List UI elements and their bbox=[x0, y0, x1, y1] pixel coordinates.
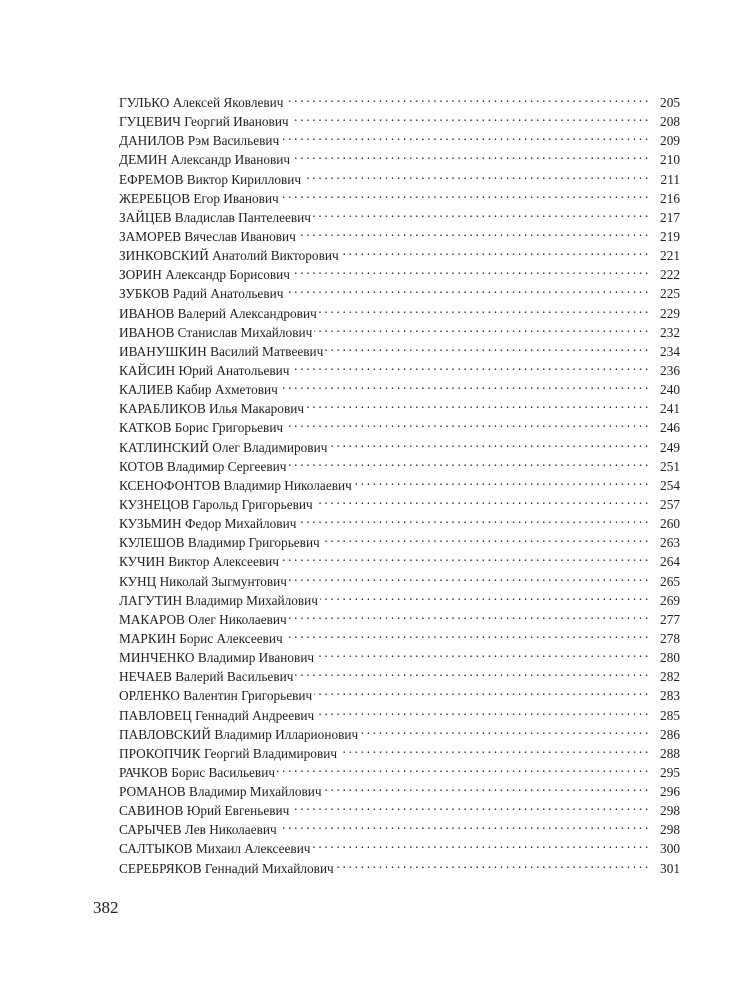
toc-entry-name bbox=[119, 150, 292, 169]
toc-entry-surname: КАТКОВ bbox=[119, 420, 172, 436]
toc-entry-page: 246 bbox=[660, 420, 680, 436]
toc-entry-surname: ЗУБКОВ bbox=[119, 286, 170, 302]
toc-entry-page: 286 bbox=[660, 726, 680, 742]
dot-leader bbox=[341, 241, 648, 260]
toc-entry[interactable] bbox=[119, 88, 680, 110]
toc-entry-page: 211 bbox=[660, 171, 680, 187]
toc-entry-name bbox=[119, 170, 303, 189]
toc-entry-surname: САРЫЧЕВ bbox=[119, 822, 182, 838]
toc-entry-page: 264 bbox=[660, 554, 680, 570]
dot-leader bbox=[279, 815, 648, 834]
toc-entry-page: 278 bbox=[660, 630, 680, 646]
toc-entry-surname: ЗАЙЦЕВ bbox=[119, 209, 172, 225]
toc-entry-surname: ИВАНОВ bbox=[119, 324, 175, 340]
toc-entry-name bbox=[119, 552, 281, 571]
toc-entry-surname: КУЧИН bbox=[119, 554, 165, 570]
toc-entry-given-names: Гарольд Григорьевич bbox=[192, 496, 313, 512]
toc-entry-page: 298 bbox=[660, 803, 680, 819]
dot-leader bbox=[314, 318, 648, 337]
toc-entry-surname: КУЛЕШОВ bbox=[119, 535, 185, 551]
toc-entry-given-names: Геннадий Андреевич bbox=[195, 707, 315, 723]
dot-leader bbox=[303, 165, 648, 184]
toc-entry-given-names: Вячеслав Иванович bbox=[184, 228, 296, 244]
toc-entry-name bbox=[119, 629, 285, 648]
toc-entry-page: 221 bbox=[660, 248, 680, 264]
toc-entry-surname: РОМАНОВ bbox=[119, 784, 186, 800]
dot-leader bbox=[289, 567, 648, 586]
toc-entry-name bbox=[119, 820, 279, 839]
toc-entry-name bbox=[119, 686, 314, 705]
toc-entry-name bbox=[119, 610, 289, 629]
toc-entry-given-names: Алексей Яковлевич bbox=[172, 95, 284, 110]
toc-entry-given-names: Александр Борисович bbox=[165, 267, 290, 283]
toc-entry-page: 296 bbox=[660, 784, 680, 800]
toc-entry-given-names: Валерий Васильевич bbox=[175, 669, 294, 685]
toc-entry-surname: МИНЧЕНКО bbox=[119, 650, 195, 666]
toc-entry-surname: КСЕНОФОНТОВ bbox=[119, 477, 221, 493]
toc-entry-given-names: Виктор Кириллович bbox=[186, 171, 302, 187]
toc-entry-name bbox=[119, 227, 298, 246]
toc-entry-given-names: Александр Иванович bbox=[170, 152, 291, 168]
toc-entry-surname: КУЗНЕЦОВ bbox=[119, 496, 190, 512]
toc-entry-surname: ОРЛЕНКО bbox=[119, 688, 180, 704]
toc-entry-surname: МАКАРОВ bbox=[119, 611, 185, 627]
dot-leader bbox=[277, 758, 648, 777]
toc-entry-given-names: Владимир Михайлович bbox=[185, 592, 318, 608]
dot-leader bbox=[360, 720, 648, 739]
toc-entry-name bbox=[119, 495, 315, 514]
toc-entry-given-names: Владимир Николаевич bbox=[223, 477, 352, 493]
dot-leader bbox=[280, 375, 648, 394]
toc-entry-given-names: Илья Макарович bbox=[209, 401, 305, 417]
toc-entry-name bbox=[119, 706, 316, 725]
dot-leader bbox=[313, 203, 648, 222]
toc-entry-surname: РАЧКОВ bbox=[119, 764, 168, 780]
dot-leader bbox=[291, 356, 648, 375]
toc-entry-given-names: Юрий Анатольевич bbox=[178, 362, 290, 378]
toc-entry-page: 222 bbox=[660, 267, 680, 283]
toc-entry-given-names: Владимир Сергеевич bbox=[166, 458, 287, 474]
toc-entry-name bbox=[119, 725, 360, 744]
toc-entry-page: 263 bbox=[660, 535, 680, 551]
toc-entry-surname: ЛАГУТИН bbox=[119, 592, 183, 608]
dot-leader bbox=[320, 586, 648, 605]
dot-leader bbox=[285, 413, 648, 432]
dot-leader bbox=[285, 279, 648, 298]
dot-leader bbox=[298, 222, 648, 241]
toc-entry-name bbox=[119, 304, 319, 323]
table-of-contents bbox=[119, 88, 680, 876]
toc-entry-surname: ЕФРЕМОВ bbox=[119, 171, 184, 187]
toc-entry-given-names: Владимир Илларионович bbox=[214, 726, 359, 742]
toc-entry-name bbox=[119, 514, 298, 533]
dot-leader bbox=[281, 547, 648, 566]
dot-leader bbox=[336, 854, 648, 873]
toc-entry-surname: ЗОРИН bbox=[119, 267, 162, 283]
toc-entry-name bbox=[119, 189, 281, 208]
toc-entry-surname: КАЙСИН bbox=[119, 362, 176, 378]
toc-entry-given-names: Николай Зыгмунтович bbox=[159, 573, 287, 589]
toc-entry-surname: ПАВЛОВЕЦ bbox=[119, 707, 192, 723]
toc-entry-surname: КАЛИЕВ bbox=[119, 382, 174, 398]
dot-leader bbox=[324, 777, 648, 796]
toc-entry-name bbox=[119, 801, 291, 820]
dot-leader bbox=[285, 88, 648, 107]
dot-leader bbox=[316, 643, 648, 662]
toc-entry-name bbox=[119, 859, 336, 878]
toc-entry-given-names: Владимир Михайлович bbox=[189, 784, 322, 800]
toc-entry-surname: ЗАМОРЕВ bbox=[119, 228, 182, 244]
dot-leader bbox=[354, 471, 648, 490]
dot-leader bbox=[329, 433, 648, 452]
toc-entry-surname: САЛТЫКОВ bbox=[119, 841, 193, 857]
dot-leader bbox=[295, 662, 648, 681]
toc-entry-page: 232 bbox=[660, 324, 680, 340]
toc-entry-page: 280 bbox=[660, 650, 680, 666]
toc-entry-given-names: Радий Анатольевич bbox=[172, 286, 284, 302]
toc-entry-page: 298 bbox=[660, 822, 680, 838]
toc-entry-surname: ПАВЛОВСКИЙ bbox=[119, 726, 212, 742]
toc-entry-surname: КОТОВ bbox=[119, 458, 164, 474]
toc-entry-page: 217 bbox=[660, 209, 680, 225]
toc-entry-given-names: Василий Матвеевич bbox=[210, 343, 324, 359]
toc-entry-given-names: Борис Васильевич bbox=[171, 764, 276, 780]
toc-entry-surname: ИВАНОВ bbox=[119, 305, 175, 321]
toc-entry-surname: КАРАБЛИКОВ bbox=[119, 401, 206, 417]
toc-entry-name bbox=[119, 208, 313, 227]
toc-entry-page: 283 bbox=[660, 688, 680, 704]
toc-entry-surname: СЕРЕБРЯКОВ bbox=[119, 860, 202, 876]
toc-entry-given-names: Кабир Ахметович bbox=[176, 382, 278, 398]
toc-entry-surname: ГУЛЬКО bbox=[119, 95, 170, 110]
dot-leader bbox=[315, 490, 648, 509]
dot-leader bbox=[291, 107, 648, 126]
toc-entry-surname: ПРОКОПЧИК bbox=[119, 745, 201, 761]
toc-entry-given-names: Федор Михайлович bbox=[184, 516, 297, 532]
toc-entry-given-names: Борис Алексеевич bbox=[179, 630, 283, 646]
toc-entry-surname: МАРКИН bbox=[119, 630, 176, 646]
toc-entry-page: 301 bbox=[660, 860, 680, 876]
toc-entry-given-names: Георгий Владимирович bbox=[203, 745, 338, 761]
toc-entry-given-names: Михаил Алексеевич bbox=[195, 841, 311, 857]
dot-leader bbox=[292, 260, 648, 279]
toc-entry-surname: САВИНОВ bbox=[119, 803, 184, 819]
toc-entry-page: 241 bbox=[660, 401, 680, 417]
dot-leader bbox=[288, 452, 648, 471]
toc-entry-given-names: Борис Григорьевич bbox=[174, 420, 284, 436]
toc-entry-name bbox=[119, 323, 314, 342]
toc-entry-page: 249 bbox=[660, 439, 680, 455]
toc-entry-surname: ЗИНКОВСКИЙ bbox=[119, 248, 209, 264]
toc-entry-surname: ИВАНУШКИН bbox=[119, 343, 207, 359]
toc-entry-name bbox=[119, 93, 285, 112]
toc-entry-given-names: Валерий Александрович bbox=[177, 305, 317, 321]
toc-entry-surname: КУЗЬМИН bbox=[119, 516, 182, 532]
dot-leader bbox=[298, 509, 648, 528]
toc-entry-surname: ДАНИЛОВ bbox=[119, 133, 185, 149]
toc-entry-given-names: Олег Владимирович bbox=[212, 439, 328, 455]
toc-entry-given-names: Егор Иванович bbox=[193, 190, 279, 206]
toc-entry-given-names: Владимир Григорьевич bbox=[187, 535, 320, 551]
dot-leader bbox=[292, 145, 648, 164]
toc-entry-page: 300 bbox=[660, 841, 680, 857]
toc-entry-name bbox=[119, 457, 288, 476]
toc-entry-page: 219 bbox=[660, 228, 680, 244]
toc-entry-name bbox=[119, 131, 281, 150]
toc-entry-page: 251 bbox=[660, 458, 680, 474]
toc-entry-given-names: Юрий Евгеньевич bbox=[186, 803, 290, 819]
toc-entry-page: 285 bbox=[660, 707, 680, 723]
page-number: 382 bbox=[93, 898, 119, 917]
toc-entry-surname: КАТЛИНСКИЙ bbox=[119, 439, 209, 455]
dot-leader bbox=[316, 701, 648, 720]
toc-entry-name bbox=[119, 763, 277, 782]
dot-leader bbox=[319, 299, 648, 318]
toc-entry-name bbox=[119, 380, 280, 399]
toc-entry-given-names: Валентин Григорьевич bbox=[183, 688, 313, 704]
toc-entry-page: 210 bbox=[660, 152, 680, 168]
toc-entry-page: 216 bbox=[660, 190, 680, 206]
toc-entry-page: 269 bbox=[660, 592, 680, 608]
toc-entry-name bbox=[119, 648, 316, 667]
dot-leader bbox=[322, 528, 648, 547]
toc-entry-page: 282 bbox=[660, 669, 680, 685]
toc-entry-given-names: Владислав Пантелеевич bbox=[174, 209, 311, 225]
dot-leader bbox=[339, 739, 648, 758]
toc-entry-name bbox=[119, 572, 289, 591]
toc-entry-page: 277 bbox=[660, 611, 680, 627]
toc-entry-page: 260 bbox=[660, 516, 680, 532]
toc-entry-given-names: Анатолий Викторович bbox=[212, 248, 339, 264]
toc-entry-page: 257 bbox=[660, 496, 680, 512]
toc-entry-page: 205 bbox=[660, 95, 680, 110]
toc-entry-surname: КУНЦ bbox=[119, 573, 157, 589]
toc-entry-name bbox=[119, 399, 306, 418]
toc-entry-page: 240 bbox=[660, 382, 680, 398]
toc-entry-given-names: Георгий Иванович bbox=[184, 114, 289, 130]
toc-entry-name bbox=[119, 112, 291, 131]
toc-entry-given-names: Рэм Васильевич bbox=[187, 133, 280, 149]
toc-entry-given-names: Олег Николаевич bbox=[188, 611, 287, 627]
toc-entry-name bbox=[119, 361, 291, 380]
toc-entry-page: 265 bbox=[660, 573, 680, 589]
dot-leader bbox=[281, 184, 648, 203]
toc-entry-page: 209 bbox=[660, 133, 680, 149]
toc-entry-surname: ГУЦЕВИЧ bbox=[119, 114, 181, 130]
toc-entry-name bbox=[119, 667, 295, 686]
toc-entry-page: 254 bbox=[660, 477, 680, 493]
toc-entry-page: 236 bbox=[660, 362, 680, 378]
toc-entry-name bbox=[119, 265, 292, 284]
toc-entry-page: 225 bbox=[660, 286, 680, 302]
toc-entry-surname: ДЕМИН bbox=[119, 152, 168, 168]
toc-entry-page: 229 bbox=[660, 305, 680, 321]
toc-entry-given-names: Станислав Михайлович bbox=[177, 324, 313, 340]
toc-entry-given-names: Геннадий Михайлович bbox=[204, 860, 334, 876]
toc-entry-given-names: Виктор Алексеевич bbox=[168, 554, 279, 570]
toc-entry-name bbox=[119, 418, 285, 437]
toc-entry-page: 208 bbox=[660, 114, 680, 130]
toc-entry-page: 288 bbox=[660, 745, 680, 761]
dot-leader bbox=[285, 624, 648, 643]
toc-entry-given-names: Владимир Иванович bbox=[197, 650, 315, 666]
dot-leader bbox=[306, 394, 648, 413]
dot-leader bbox=[313, 834, 649, 853]
dot-leader bbox=[291, 796, 648, 815]
toc-entry-surname: ЖЕРЕБЦОВ bbox=[119, 190, 191, 206]
toc-entry-page: 295 bbox=[660, 764, 680, 780]
dot-leader bbox=[289, 605, 648, 624]
toc-entry-page: 234 bbox=[660, 343, 680, 359]
dot-leader bbox=[325, 337, 648, 356]
toc-entry-surname: НЕЧАЕВ bbox=[119, 669, 172, 685]
dot-leader bbox=[281, 126, 648, 145]
toc-entry-given-names: Лев Николаевич bbox=[184, 822, 277, 838]
dot-leader bbox=[314, 681, 648, 700]
toc-entry-name bbox=[119, 284, 285, 303]
toc-entry-name bbox=[119, 839, 313, 858]
